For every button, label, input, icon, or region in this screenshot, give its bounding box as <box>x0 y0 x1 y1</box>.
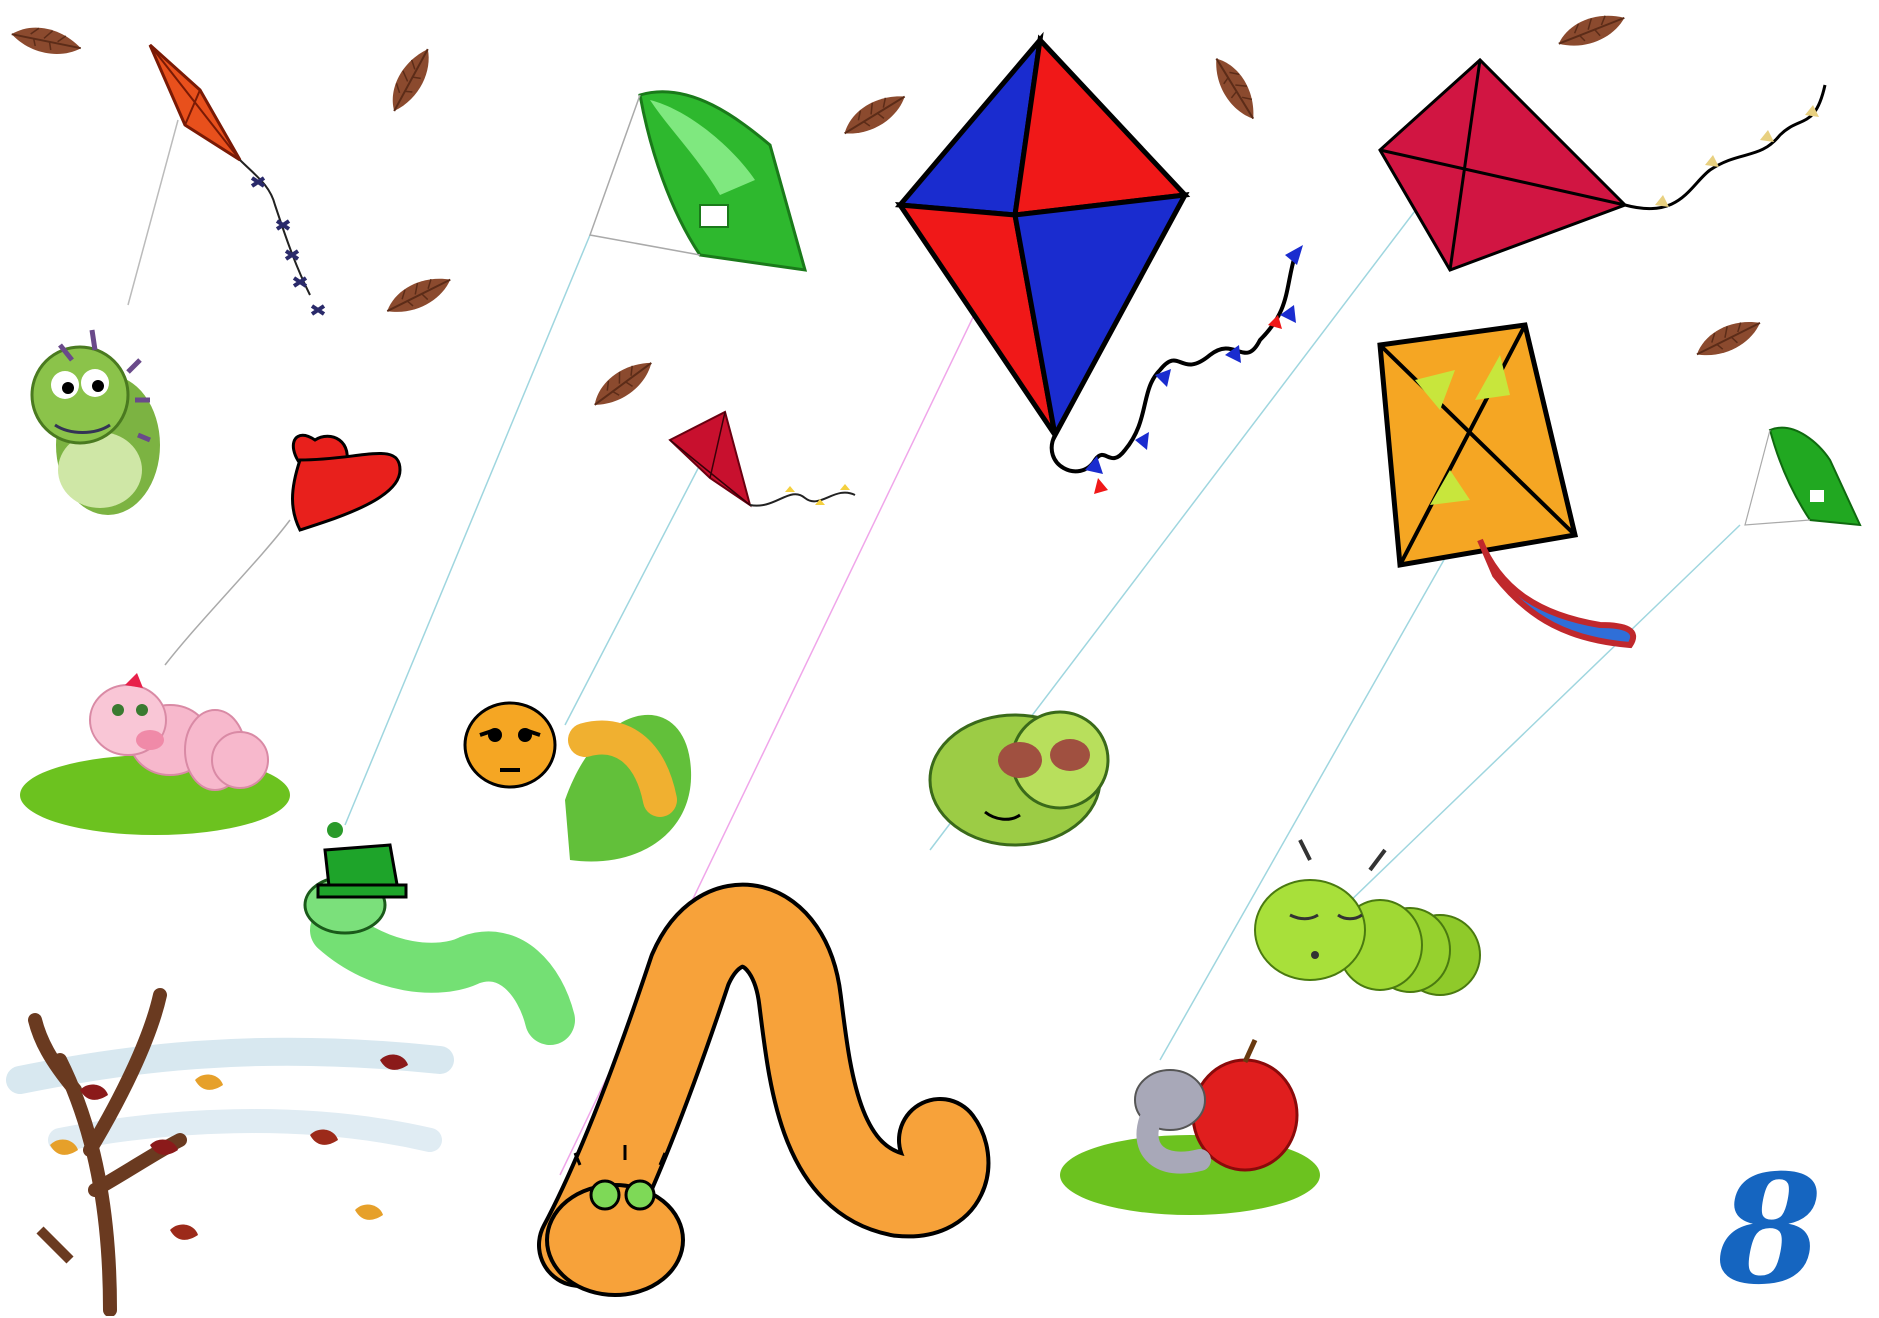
tiger-worm <box>465 703 691 862</box>
green-parafoil-kite <box>590 92 805 270</box>
small-green-kite <box>1745 428 1860 525</box>
crimson-kite <box>1380 60 1825 270</box>
light-green-caterpillar <box>1255 840 1480 995</box>
kite-strings <box>128 120 1740 1175</box>
orange-diamond-kite <box>1380 325 1633 645</box>
green-snail <box>930 712 1108 845</box>
hat-worm <box>305 822 550 1020</box>
slide-number: 8 <box>1717 1142 1823 1318</box>
elephant-apple-worm <box>1060 1040 1320 1215</box>
windy-tree <box>20 995 440 1310</box>
pig-worm <box>20 673 290 835</box>
small-crimson-kite <box>670 412 855 506</box>
orange-kite <box>150 45 324 314</box>
spiky-caterpillar <box>32 330 160 515</box>
heart-kite <box>293 435 401 530</box>
orange-worm <box>547 926 947 1295</box>
